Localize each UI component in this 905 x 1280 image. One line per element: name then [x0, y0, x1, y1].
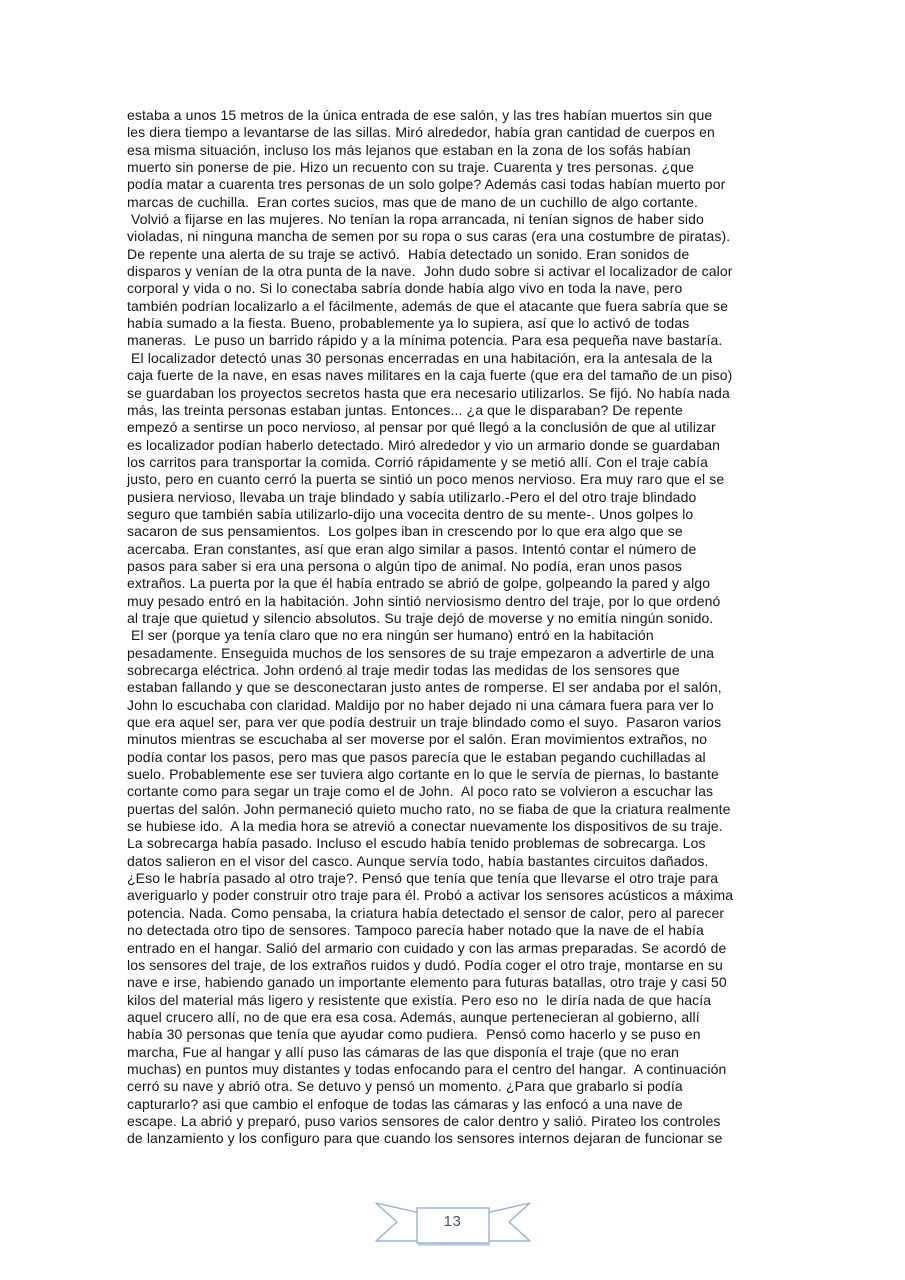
text-line: les diera tiempo a levantarse de las sillas. Miró alrededor, había gran cantidad de cuerpos en — [127, 124, 715, 141]
text-line: caja fuerte de la nave, en esas naves militares en la caja fuerte (que era del tamaño de un piso) — [127, 367, 733, 384]
text-line: al traje que quietud y silencio absolutos. Su traje dejó de moverse y no emitía ningún sonido. — [127, 609, 714, 626]
text-line: averiguarlo y poder construir otro traje para él. Probó a activar los sensores acústicos a máxima — [127, 887, 734, 904]
page-number-ribbon — [370, 1200, 536, 1252]
text-line: muerto sin ponerse de pie. Hizo un recuento con su traje. Cuarenta y tres personas. ¿que — [127, 159, 694, 176]
text-line: los carritos para transportar la comida. Corrió rápidamente y se metió allí. Con el traje cabía — [127, 453, 708, 470]
text-line: había 30 personas que tenía que ayudar como pudiera. Pensó como hacerlo y se puso en — [127, 1026, 701, 1043]
text-line: acercaba. Eran constantes, así que eran algo similar a pasos. Intentó contar el número de — [127, 540, 697, 557]
text-line: estaban fallando y que se desconectaran justo antes de romperse. El ser andaba por el salón, — [127, 679, 722, 696]
text-line: sobrecarga eléctrica. John ordenó al traje medir todas las medidas de los sensores que — [127, 662, 680, 678]
text-line: muy pesado entró en la habitación. John sintió nerviosismo dentro del traje, por lo que ordenó — [127, 592, 721, 609]
text-line: disparos y venían de la otra punta de la nave. John dudo sobre si activar el localizador de calor — [127, 263, 733, 280]
text-line: de lanzamiento y los configuro para que cuando los sensores internos dejaran de funcionar se — [127, 1130, 723, 1147]
text-line: es localizador podían haberlo detectado. Miró alrededor y vio un armario donde se guardaban — [127, 436, 721, 453]
text-line: kilos del material más ligero y resistente que existía. Pero eso no le diría nada de que hacía — [127, 991, 712, 1008]
text-line: escape. La abrió y preparó, puso varios sensores de calor dentro y salió. Pirateo los controles — [127, 1112, 721, 1129]
text-line: marcha, Fue al hangar y allí puso las cámaras de las que disponía el traje (que no eran — [127, 1043, 680, 1060]
text-line: aquel crucero allí, no de que era esa cosa. Además, aunque pertenecieran al gobierno, allí — [127, 1008, 700, 1025]
text-line: muchas) en puntos muy distantes y todas enfocando para el centro del hangar. A continuación — [127, 1060, 727, 1077]
text-line: empezó a sentirse un poco nervioso, al pensar por qué llegó a la conclusión de que al utilizar — [127, 419, 716, 436]
text-line: cerró su nave y abrió otra. Se detuvo y pensó un momento. ¿Para que grabarlo si podía — [127, 1078, 683, 1095]
text-line: El ser (porque ya tenía claro que no era ningún ser humano) entró en la habitación — [127, 627, 654, 644]
text-line: podía contar los pasos, pero mas que pasos parecía que le estaban pegando cuchilladas al — [127, 748, 706, 765]
text-line: corporal y vida o no. Si lo conectaba sabría donde había algo vivo en toda la nave, pero — [127, 280, 683, 297]
text-line: datos salieron en el visor del casco. Aunque servía todo, había bastantes circuitos dañados. — [127, 852, 709, 869]
text-line: estaba a unos 15 metros de la única entrada de ese salón, y las tres habían muertos sin que — [127, 107, 713, 123]
text-line: más, las treinta personas estaban juntas. Entonces... ¿a que le disparaban? De repente — [127, 401, 683, 418]
text-line: marcas de cuchilla. Eran cortes sucios, mas que de mano de un cuchillo de algo cortante. — [127, 193, 698, 210]
text-line: extraños. La puerta por la que él había entrado se abrió de golpe, golpeando la pared y algo — [127, 575, 711, 592]
text-line: ¿Eso le habría pasado al otro traje?. Pensó que tenía que tenía que llevarse el otro traje para — [127, 870, 719, 887]
text-line: De repente una alerta de su traje se activó. Había detectado un sonido. Eran sonidos de — [127, 245, 690, 262]
text-line: John lo escuchaba con claridad. Maldijo por no haber dejado ni una cámara fuera para ver lo — [127, 696, 714, 713]
text-block — [127, 107, 799, 1148]
text-line: nave e irse, habiendo ganado un importante elemento para futuras batallas, otro traje y casi 50 — [127, 974, 727, 991]
text-line: puertas del salón. John permaneció quieto mucho rato, no se fiaba de que la criatura realmente — [127, 800, 731, 817]
text-line: entrado en el hangar. Salió del armario con cuidado y con las armas preparadas. Se acordó de — [127, 939, 727, 956]
text-line: maneras. Le puso un barrido rápido y a la mínima potencia. Para esa pequeña nave bastaría. — [127, 332, 723, 349]
text-line: esa misma situación, incluso los más lejanos que estaban en la zona de los sofás habían — [127, 141, 691, 158]
text-line: pusiera nervioso, llevaba un traje blindado y sabía utilizarlo.-Pero el del otro traje blindado — [127, 488, 697, 505]
text-line: también podrían localizarlo a el fácilmente, además de que el atacante que fuera sabría que se — [127, 297, 729, 314]
text-line: cortante como para segar un traje como el de John. Al poco rato se volvieron a escuchar las — [127, 783, 714, 800]
text-line: El localizador detectó unas 30 personas encerradas en una habitación, era la antesala de la — [127, 349, 713, 366]
text-line: minutos mientras se escuchaba al ser moverse por el salón. Eran movimientos extraños, no — [127, 731, 708, 748]
text-line: La sobrecarga había pasado. Incluso el escudo había tenido problemas de sobrecarga. Los — [127, 835, 706, 852]
text-line: justo, pero en cuanto cerró la puerta se sintió un poco menos nervioso. Era muy raro que el se — [127, 471, 725, 488]
text-line: que era aquel ser, para ver que podía destruir un traje blindado como el suyo. Pasaron varios — [127, 714, 722, 731]
text-line: los sensores del traje, de los extraños ruidos y dudó. Podía coger el otro traje, montarse en su — [127, 956, 723, 973]
text-line: podía matar a cuarenta tres personas de un solo golpe? Además casi todas habían muerto por — [127, 176, 726, 193]
text-line: sacaron de sus pensamientos. Los golpes iban in crescendo por lo que era algo que se — [127, 523, 683, 540]
text-line: pesadamente. Enseguida muchos de los sensores de su traje empezaron a advertirle de una — [127, 644, 715, 661]
page-number: 13 — [443, 1213, 462, 1230]
text-line: no detectada otro tipo de sensores. Tampoco parecía haber notado que la nave de el había — [127, 922, 704, 939]
text-line: potencia. Nada. Como pensaba, la criatura había detectado el sensor de calor, pero al parecer — [127, 904, 725, 921]
text-line: capturarlo? asi que cambio el enfoque de todas las cámaras y las enfocó a una nave de — [127, 1095, 683, 1112]
text-line: pasos para saber si era una persona o algún tipo de animal. No podía, eran unos pasos — [127, 557, 683, 574]
text-line: seguro que también sabía utilizarlo-dijo una vocecita dentro de su mente-. Unos golpes lo — [127, 505, 694, 522]
text-line: se hubiese ido. A la media hora se atrevió a conectar nuevamente los dispositivos de su traje. — [127, 818, 723, 835]
text-line: violadas, ni ninguna mancha de semen por su ropa o sus caras (era una costumbre de piratas). — [127, 228, 731, 245]
text-line: había sumado a la fiesta. Bueno, probablemente ya lo supiera, así que lo activó de todas — [127, 315, 690, 332]
text-line: se guardaban los proyectos secretos hasta que era necesario utilizarlos. Se fijó. No había nada — [127, 384, 730, 401]
text-line: suelo. Probablemente ese ser tuviera algo cortante en lo que le servía de piernas, lo bastante — [127, 766, 719, 783]
text-line: Volvió a fijarse en las mujeres. No tenían la ropa arrancada, ni tenían signos de haber sido — [127, 211, 704, 228]
